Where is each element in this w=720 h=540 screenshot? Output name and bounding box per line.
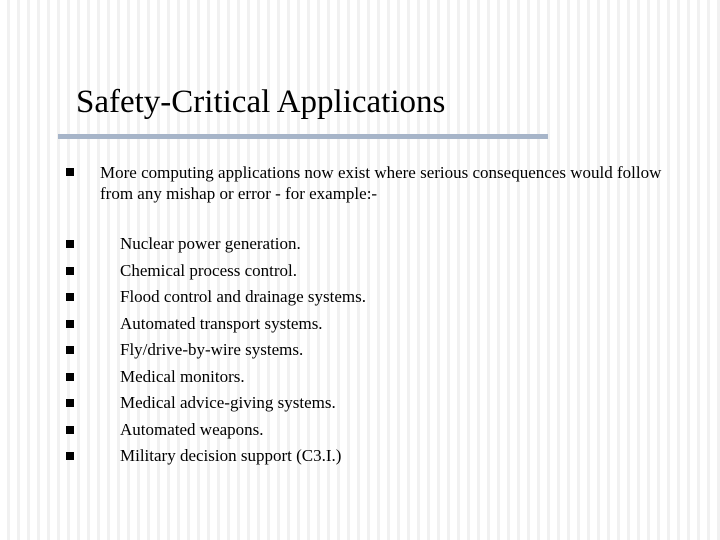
square-bullet-icon bbox=[66, 426, 74, 434]
square-bullet-icon bbox=[66, 373, 74, 381]
square-bullet-icon bbox=[66, 267, 74, 275]
list-item-text: Military decision support (C3.I.) bbox=[120, 446, 342, 465]
title-underline bbox=[58, 134, 548, 139]
square-bullet-icon bbox=[66, 293, 74, 301]
list-item-text: Automated transport systems. bbox=[120, 313, 323, 333]
square-bullet-icon bbox=[66, 240, 74, 248]
list-item-text: Chemical process control. bbox=[120, 260, 298, 280]
list-item-text: Nuclear power generation. bbox=[120, 234, 301, 253]
square-bullet-icon bbox=[66, 320, 74, 328]
list-item-text: Medical monitors. bbox=[120, 366, 245, 386]
square-bullet-icon bbox=[66, 346, 74, 354]
slide-title: Safety-Critical Applications bbox=[76, 84, 446, 120]
square-bullet-icon bbox=[66, 168, 74, 176]
intro-text: More computing applications now exist where serious consequences would follow from any mishap or error - for example:- bbox=[100, 163, 662, 203]
list-item-text: Automated weapons. bbox=[120, 419, 264, 439]
square-bullet-icon bbox=[66, 452, 74, 460]
square-bullet-icon bbox=[66, 399, 74, 407]
list-item-text: Flood control and drainage systems. bbox=[120, 287, 366, 306]
list-item-text: Fly/drive-by-wire systems. bbox=[120, 340, 304, 359]
list-item-text: Medical advice-giving systems. bbox=[120, 393, 336, 412]
